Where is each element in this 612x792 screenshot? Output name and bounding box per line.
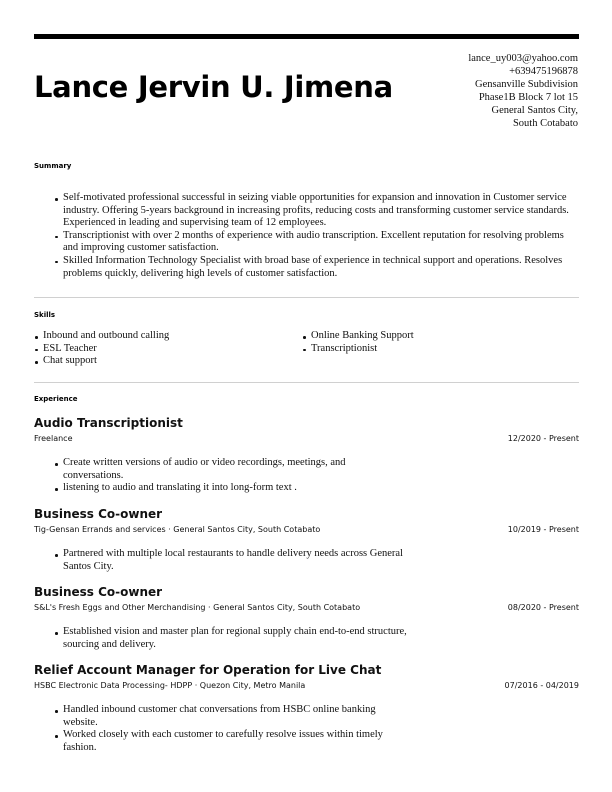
job-company: HSBC Electronic Data Processing- HDPP · Quezon City, Metro Manila	[34, 681, 306, 690]
skill-item: Online Banking Support	[311, 330, 561, 343]
job-bullet: Established vision and master plan for regional supply chain end-to-end structure, sourcing and delivery.	[63, 626, 407, 650]
summary-heading: Summary	[34, 162, 72, 170]
job-title: Audio Transcriptionist	[34, 416, 183, 430]
divider	[34, 297, 579, 298]
job-entry	[34, 663, 579, 754]
job-dates: 08/2020 - Present	[507, 603, 579, 612]
top-rule	[34, 34, 579, 39]
job-title: Relief Account Manager for Operation for Live Chat	[34, 663, 382, 677]
candidate-name: Lance Jervin U. Jimena	[34, 70, 393, 104]
job-bullet: Create written versions of audio or video recordings, meetings, and conversations.	[63, 457, 408, 482]
skills-col-2	[311, 330, 561, 355]
contact-info	[468, 52, 578, 130]
summary-list	[63, 192, 578, 280]
summary-item: Transcriptionist with over 2 months of experience with audio transcription. Excellent reputation for resolving problems and improving customer satisfaction.	[63, 230, 578, 255]
skill-item: ESL Teacher	[43, 343, 293, 356]
skills-heading: Skills	[34, 311, 56, 319]
job-title: Business Co-owner	[34, 585, 163, 599]
job-dates: 12/2020 - Present	[507, 434, 579, 443]
job-bullets	[63, 704, 408, 754]
job-company: S&L's Fresh Eggs and Other Merchandising · General Santos City, South Cotabato	[34, 603, 361, 612]
address-line: South Cotabato	[512, 118, 578, 129]
job-bullet: Handled inbound customer chat conversations from HSBC online banking website.	[63, 704, 408, 729]
experience-heading: Experience	[34, 395, 78, 403]
address-line: Gensanville Subdivision	[475, 79, 578, 90]
divider	[34, 382, 579, 383]
summary-item: Self-motivated professional successful in seizing viable opportunities for expansion and innovation in Customer service industry. Offering 5-years background in increasing profits, reducing costs and transforming customer service standards. Experienced in leading and supervising team of 12 employees.	[63, 192, 578, 230]
job-dates: 10/2019 - Present	[507, 525, 579, 534]
job-bullet: listening to audio and translating it into long-form text .	[63, 482, 408, 495]
skill-item: Inbound and outbound calling	[43, 330, 293, 343]
phone: +639475196878	[509, 66, 578, 77]
address-line: Phase1B Block 7 lot 15	[478, 92, 578, 103]
job-bullets	[63, 626, 408, 651]
job-bullet: Partnered with multiple local restaurants to handle delivery needs across General Santos City.	[63, 548, 408, 573]
job-bullet: Worked closely with each customer to carefully resolve issues within timely fashion.	[63, 729, 408, 754]
job-dates: 07/2016 - 04/2019	[504, 681, 579, 690]
job-title: Business Co-owner	[34, 507, 163, 521]
job-bullets	[63, 548, 408, 573]
job-company: Tig-Gensan Errands and services · General Santos City, South Cotabato	[34, 525, 321, 534]
job-company: Freelance	[34, 434, 73, 443]
summary-item: Skilled Information Technology Specialist with broad base of experience in technical support and operations. Resolves problems quickly, delivering high levels of customer satisfaction.	[63, 255, 578, 280]
job-entry	[34, 585, 579, 651]
skill-item: Chat support	[43, 355, 293, 368]
skills-col-1	[43, 330, 293, 368]
skill-item: Transcriptionist	[311, 343, 561, 356]
job-entry	[34, 416, 579, 495]
job-bullets	[63, 457, 408, 495]
address-line: General Santos City,	[491, 105, 578, 116]
job-entry	[34, 507, 579, 573]
email: lance_uy003@yahoo.com	[468, 53, 578, 64]
